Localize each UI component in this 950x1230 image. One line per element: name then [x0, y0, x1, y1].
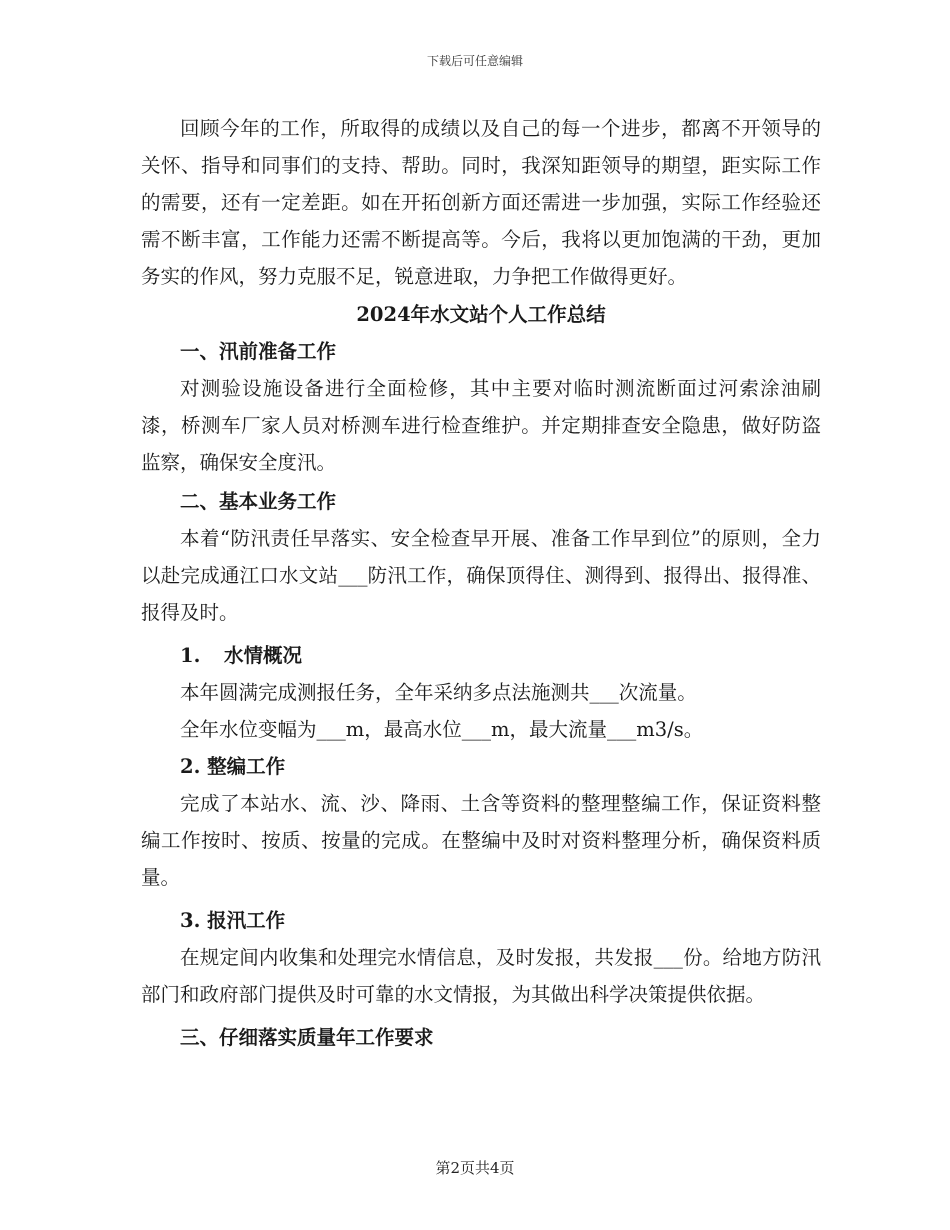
- section-1-text: 对测验设施设备进行全面检修，其中主要对临时测流断面过河索涂油刷漆，桥测车厂家人员对桥测车进行检查维护。并定期排查安全隐患，做好防盗监察，确保安全度汛。: [141, 377, 821, 474]
- subsection-2-heading: 2. 整编工作: [180, 755, 286, 778]
- subsection-3-heading: 3. 报汛工作: [180, 909, 286, 932]
- section-1-heading: 一、汛前准备工作: [180, 340, 337, 363]
- header-note: 下载后可任意编辑: [426, 54, 523, 68]
- subsection-3-text: 在规定间内收集和处理完水情信息，及时发报，共发报___份。给地方防汛部门和政府部门提供及时可靠的水文情报，为其做出科学决策提供依据。: [141, 946, 821, 1006]
- subsection-1-heading: [141, 637, 821, 674]
- subsection-2-text: 完成了本站水、流、沙、降雨、土含等资料的整理整编工作，保证资料整编工作按时、按质、按量的完成。在整编中及时对资料整理分析，确保资料质量。: [141, 792, 821, 889]
- subsection-1-number: 1.: [180, 644, 201, 667]
- intro-paragraph: 回顾今年的工作，所取得的成绩以及自己的每一个进步，都离不开领导的关怀、指导和同事们的支持、帮助。同时，我深知距领导的期望，距实际工作的需要，还有一定差距。如在开拓创新方面还需进一步加强，实际工作经验还需不断丰富，工作能力还需不断提高等。今后，我将以更加饱满的干劲，更加务实的作风，努力克服不足，锐意进取，力争把工作做得更好。: [141, 117, 821, 288]
- document-body: [141, 110, 821, 1056]
- section-2-text: 本着“防汛责任早落实、安全检查早开展、准备工作早到位”的原则，全力以赴完成通江口水文站___防汛工作，确保顶得住、测得到、报得出、报得准、报得及时。: [141, 527, 821, 624]
- section-3-heading: 三、仔细落实质量年工作要求: [180, 1026, 434, 1049]
- page-footer: 第2页共4页: [435, 1159, 515, 1177]
- subsection-1-title: 水情概况: [224, 644, 303, 667]
- section-2-heading: 二、基本业务工作: [180, 490, 337, 513]
- subsection-1-line-2: 全年水位变幅为___m，最高水位___m，最大流量___m3/s。: [180, 718, 704, 741]
- document-title: 2024年水文站个人工作总结: [356, 303, 606, 326]
- subsection-1-line-1: 本年圆满完成测报任务，全年采纳多点法施测共___次流量。: [180, 681, 697, 704]
